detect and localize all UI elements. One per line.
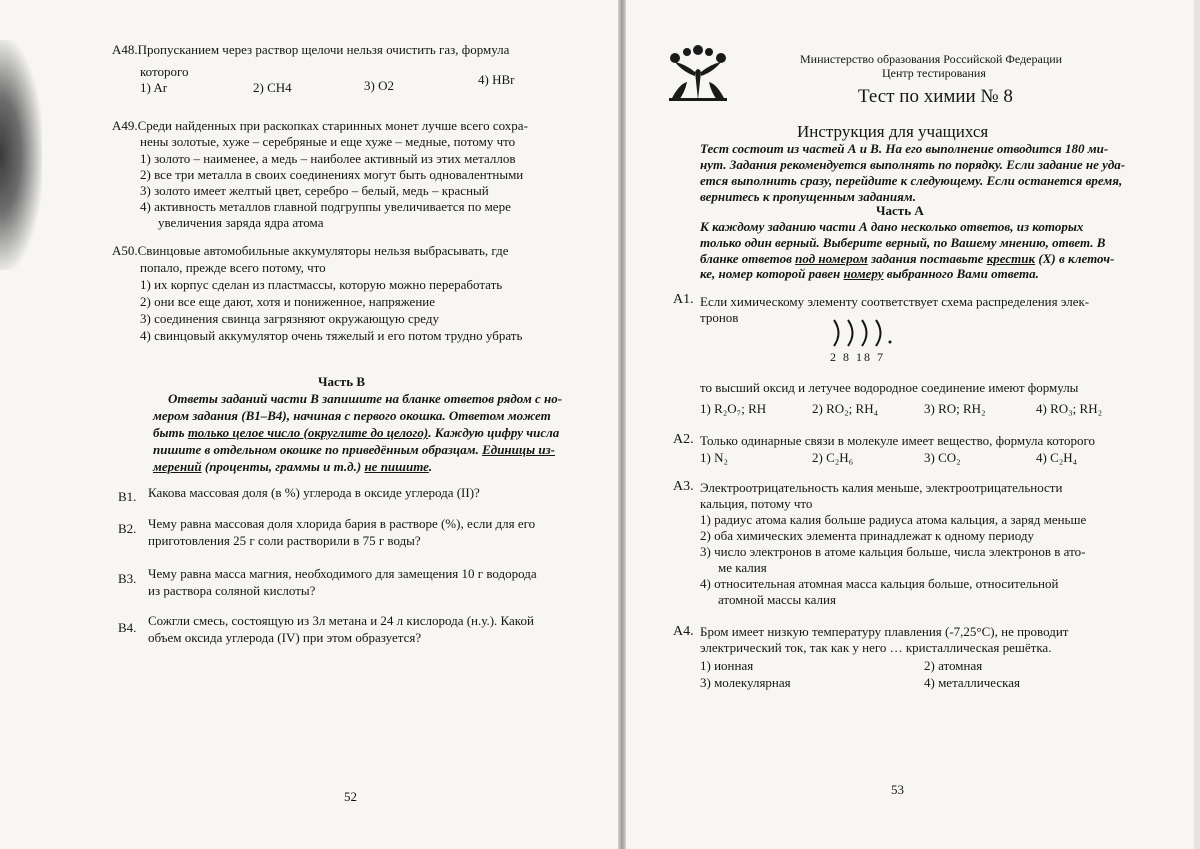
a50-option-2: 2) они все еще дают, хотя и пониженное, напряжение [140, 294, 436, 309]
a1-option-4: 4) RO₃; RH₂ [1036, 401, 1103, 416]
a48-question-cont: которого [140, 64, 189, 79]
a50-question-l2: попало, прежде всего потому, что [140, 260, 326, 275]
a3-text-l1: Электроотрицательность калия меньше, электроотрицательности [700, 480, 1063, 495]
a49-question-l1: A49.Среди найденных при раскопках старинных монет лучше всего сохра- [112, 118, 528, 133]
a1-option-2: 2) RO₂; RH₄ [812, 401, 879, 416]
a3-option-3: 3) число электронов в атоме кальция больше, числа электронов в ато- [700, 544, 1086, 559]
b3-text-l2: из раствора соляной кислоты? [148, 583, 316, 598]
part-b-instr-1: Ответы заданий части В запишите на бланке ответов рядом с но- [168, 391, 563, 406]
scan-edge-shadow [0, 40, 42, 270]
a4-option-3: 3) молекулярная [700, 675, 791, 690]
a48-option-3: 3) O2 [364, 78, 394, 93]
a48-option-4: 4) HBr [478, 72, 515, 87]
a49-option-2: 2) все три металла в своих соединениях могут быть одновалентными [140, 167, 524, 182]
a3-option-3-cont: ме калия [718, 560, 767, 575]
b1-text: Какова массовая доля (в %) углерода в оксиде углерода (II)? [148, 485, 480, 500]
ministry-line-1: Министерство образования Российской Федерации [800, 52, 1063, 66]
a4-text-l2: электрический ток, так как у него … кристаллическая решётка. [700, 640, 1052, 655]
a3-option-4-cont: атомной массы калия [718, 592, 836, 607]
a4-option-1: 1) ионная [700, 658, 754, 673]
instruction-l4: вернитесь к пропущенным заданиям. [700, 189, 916, 204]
a49-option-4: 4) активность металлов главной подгруппы увеличивается по мере [140, 199, 511, 214]
part-b-instr-5: мерений (проценты, граммы и т.д.) не пишите. [153, 459, 433, 474]
a50-question-l1: A50.Свинцовые автомобильные аккумуляторы нельзя выбрасывать, где [112, 243, 509, 258]
a3-option-4: 4) относительная атомная масса кальция больше, относительной [700, 576, 1059, 591]
b4-text-l2: объем оксида углерода (IV) при этом образуется? [148, 630, 422, 645]
logo-icon [665, 42, 731, 104]
a4-number: A4. [673, 624, 694, 639]
a2-option-3: 3) CO₂ [924, 450, 961, 465]
b4-text-l1: Сожгли смесь, состоящую из 3л метана и 24 л кислорода (н.у.). Какой [148, 613, 534, 628]
a1-text-l2: тронов [700, 310, 739, 325]
instruction-l1: Тест состоит из частей А и В. На его выполнение отводится 180 ми- [700, 141, 1109, 156]
a1-option-1: 1) R₂O₇; RH [700, 401, 767, 416]
part-b-heading: Часть В [318, 374, 365, 389]
test-title: Тест по химии № 8 [858, 86, 1013, 107]
a3-option-2: 2) оба химических элемента принадлежат к одному периоду [700, 528, 1034, 543]
b4-number: В4. [118, 620, 137, 635]
ministry-line-2: Центр тестирования [882, 66, 986, 80]
a3-number: A3. [673, 479, 694, 494]
a48-option-1: 1) Ar [140, 80, 168, 95]
a1-number: A1. [673, 292, 694, 307]
part-b-instr-3: быть только целое число (округлите до целого). Каждую цифру числа [153, 425, 560, 440]
b1-number: В1. [118, 489, 137, 504]
a3-text-l2: кальция, потому что [700, 496, 813, 511]
instruction-l2: нут. Задания рекомендуется выполнять по порядку. Если задание не уда- [700, 157, 1126, 172]
a3-option-1: 1) радиус атома калия больше радиуса атома кальция, а заряд меньше [700, 512, 1087, 527]
a48-question: A48.Пропусканием через раствор щелочи нельзя очистить газ, формула [112, 42, 510, 57]
scan-edge-right [1194, 0, 1200, 849]
a4-option-4: 4) металлическая [924, 675, 1021, 690]
a1-option-3: 3) RO; RH₂ [924, 401, 986, 416]
part-a-heading: Часть А [876, 203, 924, 218]
a2-option-4: 4) C₂H₄ [1036, 450, 1078, 465]
a49-option-4-cont: увеличения заряда ядра атома [158, 215, 324, 230]
a1-shell-electrons: 2 8 18 7 [830, 350, 885, 364]
a48-option-2: 2) CH4 [253, 80, 292, 95]
b3-number: В3. [118, 571, 137, 586]
a50-option-1: 1) их корпус сделан из пластмассы, которую можно переработать [140, 277, 503, 292]
b3-text-l1: Чему равна масса магния, необходимого для замещения 10 г водорода [148, 566, 537, 581]
a50-option-4: 4) свинцовый аккумулятор очень тяжелый и его потом трудно убрать [140, 328, 523, 343]
b2-number: В2. [118, 521, 137, 536]
instruction-heading: Инструкция для учащихся [797, 122, 989, 141]
b2-text-l2: приготовления 25 г соли растворили в 75 г воды? [148, 533, 421, 548]
right-page-number: 53 [891, 782, 904, 797]
a2-option-2: 2) C₂H₆ [812, 450, 854, 465]
part-a-instr-3: бланке ответов под номером задания поставьте крестик (X) в клеточ- [700, 251, 1115, 266]
book-gutter [618, 0, 626, 849]
part-a-instr-2: только один верный. Выберите верный, по Вашему мнению, ответ. В [700, 235, 1106, 250]
a4-text-l1: Бром имеет низкую температуру плавления (-7,25°С), не проводит [700, 624, 1069, 639]
a4-option-2: 2) атомная [924, 658, 983, 673]
a49-option-1: 1) золото – наименее, а медь – наиболее активный из этих металлов [140, 151, 516, 166]
a2-option-1: 1) N₂ [700, 450, 728, 465]
a2-number: A2. [673, 432, 694, 447]
left-page-number: 52 [344, 789, 357, 804]
part-a-instr-1: К каждому заданию части А дано несколько ответов, из которых [700, 219, 1084, 234]
b2-text-l1: Чему равна массовая доля хлорида бария в растворе (%), если для его [148, 516, 536, 531]
a1-text-l1: Если химическому элементу соответствует схема распределения элек- [700, 294, 1090, 309]
part-b-instr-4: пишите в отдельном окошке по приведённым образцам. Единицы из- [153, 442, 556, 457]
part-a-instr-4: ке, номер которой равен номеру выбранного Вами ответа. [700, 266, 1039, 281]
a49-option-3: 3) золото имеет желтый цвет, серебро – белый, медь – красный [140, 183, 489, 198]
a49-question-l2: нены золотые, хуже – серебряные и еще хуже – медные, потому что [140, 134, 516, 149]
instruction-l3: ется выполнить сразу, перейдите к следующему. Если останется время, [700, 173, 1123, 188]
part-b-instr-2: мером задания (В1–В4), начиная с первого окошка. Ответом может [153, 408, 551, 423]
a2-text: Только одинарные связи в молекуле имеет вещество, формула которого [700, 433, 1096, 448]
a50-option-3: 3) соединения свинца загрязняют окружающую среду [140, 311, 439, 326]
a1-text-l3: то высший оксид и летучее водородное соединение имеют формулы [700, 380, 1079, 395]
electron-shells-diagram [830, 318, 900, 348]
